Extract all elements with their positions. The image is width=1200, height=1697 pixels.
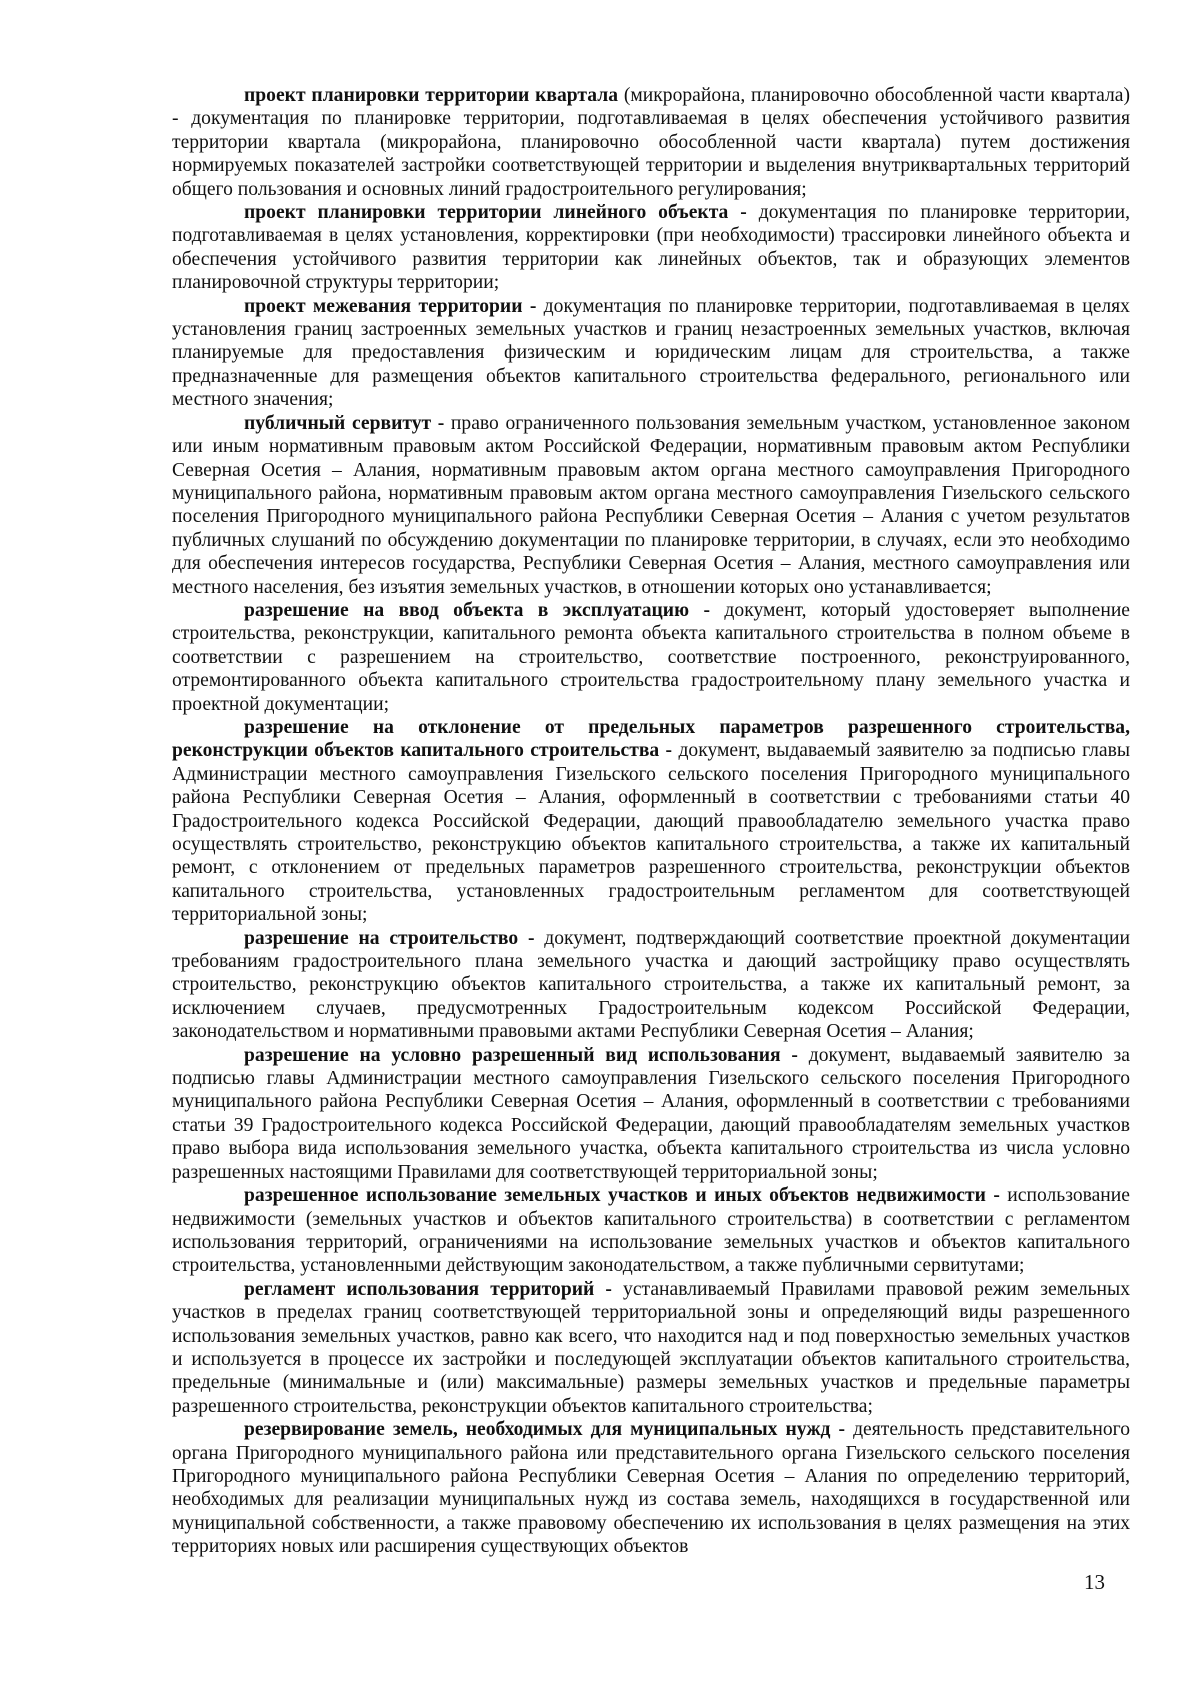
definition-text: устанавливаемый Правилами правовой режим земельных участков в пределах границ соответствующей территориальной зоны и определяющий виды разрешенного использования земельных участков, равно как всего, что находится над и под поверхностью земельных участков и используется в процессе их застройки и последующей эксплуатации объектов капитального строительства, предельные (минимальные и (или) максимальные) размеры земельных участков и предельные параметры разрешенного строительства, реконструкции объектов капитального строительства; xyxy=(172,1278,1130,1417)
document-page xyxy=(172,84,1130,1559)
definition-term: разрешение на отклонение от предельных параметров разрешенного строительства, реконструкции объектов капитального строительства - xyxy=(172,716,1130,762)
definition-text: право ограниченного пользования земельным участком, установленное законом или иным нормативным правовым актом Российской Федерации, нормативным правовым актом Республики Северная Осетия – Алания, нормативным правовым актом органа местного самоуправления Пригородного муниципального района, нормативным правовым актом органа местного самоуправления Гизельского сельского поселения Пригородного муниципального района Республики Северная Осетия – Алания с учетом результатов публичных слушаний по обсуждению документации по планировке территории, в случаях, если это необходимо для обеспечения интересов государства, Республики Северная Осетия – Алания, местного самоуправления или местного населения, без изъятия земельных участков, в отношении которых оно устанавливается; xyxy=(172,412,1131,598)
definition-term: регламент использования территорий - xyxy=(244,1278,612,1300)
definition-term: разрешение на строительство - xyxy=(244,927,535,949)
definition-paragraph xyxy=(172,599,1130,716)
definition-paragraph xyxy=(172,1184,1130,1278)
definition-text: документ, который удостоверяет выполнение строительства, реконструкции, капитального ремонта объекта капитального строительства в полном объеме в соответствии с разрешением на строительство, соответствие построенного, реконструированного, отремонтированного объекта капитального строительства градостроительному плану земельного участка и проектной документации; xyxy=(172,599,1130,715)
definition-term: проект межевания территории - xyxy=(244,295,537,317)
definition-term: проект планировки территории квартала xyxy=(244,85,619,106)
definition-paragraph xyxy=(172,84,1130,201)
definition-paragraph xyxy=(172,412,1130,599)
definition-text: документ, выдаваемый заявителю за подписью главы Администрации местного самоуправления Гизельского сельского поселения Пригородного муниципального района Республики Северная Осетия – Алания, оформленный в соответствии с требованиями статьи 39 Градостроительного кодекса Российской Федерации, дающий правообладателям земельных участков право выбора вида использования земельного участка, объекта капитального строительства из числа условно разрешенных настоящими Правилами для соответствующей территориальной зоны; xyxy=(172,1044,1130,1183)
definition-term: публичный сервитут - xyxy=(244,412,445,434)
definition-text: документация по планировке территории, подготавливаемая в целях установления границ застроенных земельных участков и границ незастроенных земельных участков, включая планируемые для предоставления физическим и юридическим лицам для строительства, а также предназначенные для размещения объектов капитального строительства федерального, регионального или местного значения; xyxy=(172,295,1130,411)
definition-term: разрешенное использование земельных участков и иных объектов недвижимости - xyxy=(244,1185,1000,1207)
definition-paragraph xyxy=(172,716,1130,927)
definition-term: разрешение на ввод объекта в эксплуатацию - xyxy=(244,599,711,621)
definition-term: проект планировки территории линейного объекта - xyxy=(244,202,747,224)
definition-paragraph xyxy=(172,1278,1130,1418)
definition-term: разрешение на условно разрешенный вид использования - xyxy=(244,1044,798,1066)
definition-paragraph xyxy=(172,201,1130,295)
definition-paragraph xyxy=(172,927,1130,1044)
page-number: 13 xyxy=(1084,1570,1105,1594)
definition-text: использование недвижимости (земельных участков и объектов капитального строительства) в соответствии с регламентом использования территорий, ограничениями на использование земельных участков и объектов капитального строительства, установленными действующим законодательством, а также публичными сервитутами; xyxy=(172,1185,1130,1277)
definition-term: резервирование земель, необходимых для муниципальных нужд - xyxy=(244,1419,846,1441)
definition-paragraph xyxy=(172,1418,1130,1558)
definition-text: документация по планировке территории, подготавливаемая в целях установления, корректировки (при необходимости) трассировки линейного объекта и обеспечения устойчивого развития территории как линейных объектов, так и образующих элементов планировочной структуры территории; xyxy=(172,202,1130,294)
definition-text: документ, выдаваемый заявителю за подписью главы Администрации местного самоуправления Гизельского сельского поселения Пригородного муниципального района Республики Северная Осетия – Алания, оформленный в соответствии с требованиями статьи 40 Градостроительного кодекса Российской Федерации, дающий правообладателю земельного участка право осуществлять строительство, реконструкцию объектов капитального строительства, а также их капитальный ремонт, с отклонением от предельных параметров разрешенного строительства, реконструкции объектов капитального строительства, установленных градостроительным регламентом для соответствующей территориальной зоны; xyxy=(172,740,1131,926)
definition-text: деятельность представительного органа Пригородного муниципального района или представительного органа Гизельского сельского поселения Пригородного муниципального района Республики Северная Осетия – Алания по определению территорий, необходимых для реализации муниципальных нужд из состава земель, находящихся в государственной или муниципальной собственности, а также правовому обеспечению их использования в целях размещения на этих территориях новых или расширения существующих объектов xyxy=(172,1419,1130,1558)
definition-text: документ, подтверждающий соответствие проектной документации требованиям градостроительного плана земельного участка и дающий застройщику право осуществлять строительство, реконструкцию объектов капитального строительства, а также их капитальный ремонт, за исключением случаев, предусмотренных Градостроительным кодексом Российской Федерации, законодательством и нормативными правовыми актами Республики Северная Осетия – Алания; xyxy=(172,927,1130,1043)
definition-paragraph xyxy=(172,1044,1130,1184)
definition-paragraph xyxy=(172,295,1130,412)
definition-text: (микрорайона, планировочно обособленной части квартала) - документация по планировке территории, подготавливаемая в целях обеспечения устойчивого развития территории квартала (микрорайона, планировочно обособленной части квартала) путем достижения нормируемых показателей застройки соответствующей территории и выделения внутриквартальных территорий общего пользования и основных линий градостроительного регулирования; xyxy=(172,85,1130,200)
